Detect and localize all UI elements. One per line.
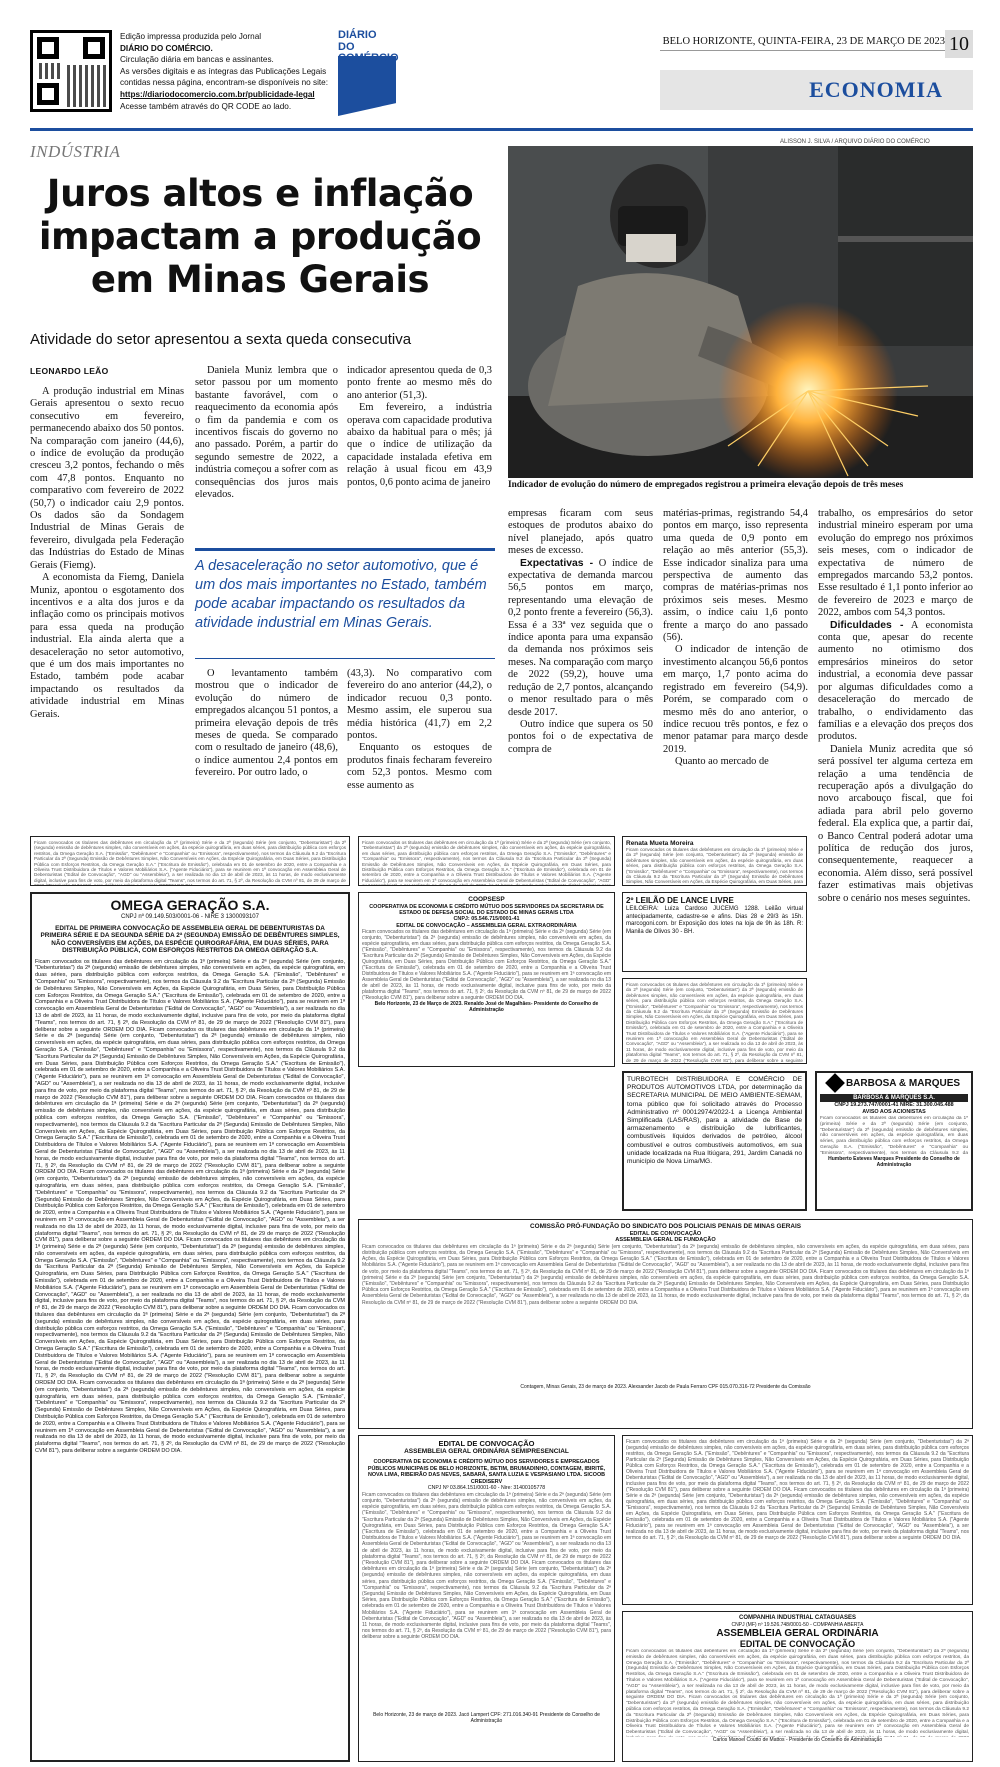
paragraph-text: A economista conta que, apesar do recente aumento no otimismo dos empresários mineiros do setor industrial, a economia deve passar por algumas dificuldades como a desaceleração do mercado de trabalho, o endividamento das famílias e a elevação dos preços dos produtos. bbox=[818, 619, 973, 743]
notice-heading: COOPERATIVA DE ECONOMIA E CRÉDITO MÚTUO DOS SERVIDORES DA SECRETARIA DE ESTADO DE DEFESA SOCIAL DO ESTADO DE MINAS GERAIS LTDA bbox=[369, 903, 604, 916]
paragraph bbox=[508, 558, 653, 719]
notice-company: COOPERATIVA DE ECONOMIA E CRÉDITO MÚTUO DOS SERVIDORES E EMPREGADOS PÚBLICOS MUNICIPAIS DE BELO HORIZONTE, BETIM, BRUMADINHO, CONTAGEM, IBIRITÉ, NOVA LIMA, RIBEIRÃO DAS NEVES, SABARÁ, SANTA LUZIA E VESPASIANO LTDA. SICOOB CREDISERV bbox=[367, 1459, 606, 1485]
notice-text: Ficam convocados os titulares das debêntures em circulação da 1ª (primeira) Série e da 2ª (segunda) Série (em conjunto, "Debenturistas") da 2ª (segunda) emissão de debêntures simples, não conversíveis em ações, da espécie quirografária, em duas séries, para distribuição pública com esforços restritos, da Omega Geração S.A. ("Emissão", "Debêntures" e "Companhia" ou "Emissora", respectivamente), nos termos da Cláusula 9.2 da "Escritura Particular da 2ª (Segunda) Emissão de Debêntures Simples, Não Conversíveis em Ações, da Espécie Quirografária, em Duas Séries, para Distribuição Pública com Esforços Restritos, da Omega Geração S.A." ("Escritura de Emissão"), celebrada em 01 de setembro de 2020, entre a Companhia e a Oliveira Trust Distribuidora de Títulos e Valores Mobiliários S.A. ("Agente Fiduciário"), para se reunirem em 1ª convocação em Assembleia Geral de Debenturistas ("Edital de Convocação", "AGD" ou "Assembleia"), a ser realizada no dia 13 de abril de 2023, às 11 horas, de modo exclusivamente digital, inclusive para fins de voto, por meio da plataforma digital "Teams", nos termos do art. 71, § 2º, da Resolução da CVM nº 81, de 29 de março de 2022 ("Resolução CVM 81"), para deliberar sobre a seguinte ORDEM DO DIA. bbox=[35, 958, 345, 1033]
notice-text: Ficam convocados os titulares das debêntures em circulação da 1ª (primeira) Série e da 2ª (segunda) Série (em conjunto, "Debenturistas") da 2ª (segunda) emissão de debêntures simples, não conversíveis em ações, da espécie quirografária, em duas séries, para distribuição pública com esforços restritos, da Omega Geração S.A. ("Emissão", "Debêntures" e "Companhia" ou "Emissora", respectivamente), nos termos da Cláusula 9.2 da "Escritura Particular da 2ª (Segunda) Emissão de Debêntures Simples, Não Conversíveis em Ações, da Espécie Quirografária, em Duas Séries, para Distribuição Pública com Esforços Restritos, da Omega Geração S.A." ("Escritura de Emissão"), celebrada em 01 de setembro de 2020, entre a Companhia e a Oliveira Trust Distribuidora de Títulos e Valores Mobiliários S.A. ("Agente Fiduciário"), para se reunirem em 1ª convocação em Assembleia Geral de Debenturistas ("Edital de Convocação", "AGD" ou "Assembleia"), a ser realizada no dia 13 de abril de 2023, às 11 horas, de modo exclusivamente digital, inclusive para fins de voto, por meio da plataforma digital "Teams", nos termos do art. 71, § 2º, da Resolução da CVM nº 81, de 29 de março de 2022 ("Resolução CVM 81"), para deliberar sobre a seguinte ORDEM DO DIA. bbox=[362, 1268, 969, 1306]
note-line: Acesse também através do QR CODE ao lado. bbox=[120, 101, 292, 111]
notice-text: Ficam convocados os titulares das debêntures em circulação da 1ª (primeira) Série e da 2ª (segunda) Série (em conjunto, "Debenturistas") da 2ª (segunda) emissão de debêntures simples, não conversíveis em ações, da espécie quirografária, em duas séries, para distribuição pública com esforços restritos, da Omega Geração S.A. ("Emissão", "Debêntures" e "Companhia" ou "Emissora", respectivamente), nos termos da Cláusula 9.2 da "Escritura Particular da 2ª (Segunda) Emissão de Debêntures Simples, Não Conversíveis em Ações, da Espécie Quirografária, em Duas Séries, para Distribuição Pública com Esforços Restritos, da Omega Geração S.A." ("Escritura de Emissão"), celebrada em 01 de setembro de 2020, entre a Companhia e a Oliveira Trust Distribuidora de Títulos e Valores Mobiliários S.A. ("Agente Fiduciário"), para se reunirem em 1ª convocação em Assembleia Geral de Debenturistas ("Edital de Convocação", "AGD" ou "Assembleia"), a ser realizada no dia 13 de abril de 2023, às 11 horas, de modo exclusivamente digital, inclusive para fins de voto, por meio da plataforma digital "Teams", nos termos do art. 71, § 2º, da Resolução da CVM nº 81, de 29 de março de 2022 ("Resolução CVM 81"), para deliberar sobre a seguinte ORDEM DO DIA. bbox=[35, 1237, 345, 1312]
notice-text: Ficam convocados os titulares das debêntures em circulação da 1ª (primeira) Série e da 2ª (segunda) Série (em conjunto, "Debenturistas") da 2ª (segunda) emissão de debêntures simples, não conversíveis em ações, da espécie quirografária, em duas séries, para distribuição pública com esforços restritos, da Omega Geração S.A. ("Emissão", "Debêntures" e "Companhia" ou "Emissora", respectivamente), nos termos da Cláusula 9.2 da "Escritura Particular da 2ª (Segunda) Emissão de Debêntures Simples, Não Conversíveis em Ações, da Espécie Quirografária, em Duas Séries, para Distribuição Pública com Esforços Restritos, da Omega Geração S.A." ("Escritura de Emissão"), celebrada em 01 de setembro de 2020, entre a Companhia e a Oliveira Trust Distribuidora de Títulos e Valores Mobiliários S.A. ("Agente Fiduciário"), para se reunirem em 1ª convocação em Assembleia Geral de Debenturistas ("Edital de Convocação", "AGD" ou "Assembleia"), a ser realizada no dia 13 de abril de 2023, às 11 horas, de modo exclusivamente digital, inclusive para fins de voto, por meio da plataforma digital "Teams", nos termos do art. 71, § 2º, da Resolução da CVM nº 81, de 29 de março de 2022 ("Resolução CVM 81"), para deliberar sobre a seguinte ORDEM DO DIA. bbox=[35, 1305, 345, 1387]
logo-line: DIÁRIO DO bbox=[338, 29, 377, 53]
notice-text: Ficam convocados os titulares das debêntures em circulação da 1ª (primeira) Série e da 2ª (segunda) Série (em conjunto, "Debenturistas") da 2ª (segunda) emissão de debêntures simples, não conversíveis em ações, da espécie quirografária, em duas séries, para distribuição pública com esforços restritos, da Omega Geração S.A. ("Emissão", "Debêntures" e "Companhia" ou "Emissora", respectivamente), nos termos da Cláusula 9.2 da "Escritura Particular da 2ª (Segunda) Emissão de Debêntures Simples, Não Conversíveis em Ações, da Espécie Quirografária, em Duas Séries, para Distribuição Pública com Esforços Restritos, da Omega Geração S.A." ("Escritura de Emissão"), celebrada em 01 de setembro de 2020, entre a Companhia e a Oliveira Trust Distribuidora de Títulos e Valores Mobiliários S.A. ("Agente Fiduciário"), para se reunirem em 1ª convocação em Assembleia Geral de Debenturistas ("Edital de Convocação", "AGD" ou "Assembleia"), a ser realizada no dia 13 de abril de 2023, às 11 horas, de modo exclusivamente digital, bbox=[626, 1695, 969, 1736]
paragraph: A produção industrial em Minas Gerais apresentou o sexto recuo consecutivo em fevereiro, permanecendo abaixo dos 50 pontos. Na comparação com janeiro (44,6), o índice de evolução da produção cresceu 3,2 pontos, fechando o mês com 47,8 pontos. Enquanto no comparativo com fevereiro de 2022 (50,7) o indicador caiu 2,9 pontos. Os dados são da Sondagem Industrial de Minas Gerais de fevereiro, divulgada pela Federação das Indústrias do Estado de Minas Gerais (Fiemg). bbox=[30, 386, 184, 571]
note-line: As versões digitais e as íntegras das Publicações Legais bbox=[120, 66, 327, 76]
paragraph: Enquanto os estoques de produtos finais fecharam fevereiro com 52,3 pontos. Mesmo com esse aumento as bbox=[347, 742, 492, 791]
notice-cnpj: CNPJ Nº 03.864.151/0001-60 - Nire: 31400105778 bbox=[427, 1485, 546, 1492]
notice-subheading: ASSEMBLEIA GERAL DE FUNDAÇÃO bbox=[615, 1237, 716, 1244]
barbosa-logo bbox=[820, 1076, 968, 1090]
article-column-2b bbox=[195, 668, 338, 780]
paragraph-text: O índice de expectativa de demanda marcou 56,5 pontos em março, representando uma elevação de 0,2 ponto frente a fevereiro (56,3). Essa é a 33ª vez seguida que o índice aponta para uma expansão da demanda nos próximos seis meses. Na comparação com março de 2022 (59,2), houve uma redução de 2,7 pontos, alcançando o menor resultado para o mês desde 2017. bbox=[508, 557, 653, 718]
print-edition-note bbox=[120, 31, 330, 112]
notice-text: Ficam convocados os titulares das debêntures em circulação da 1ª (primeira) Série e da 2ª (segunda) Série (em conjunto, "Debenturistas") da 2ª (segunda) emissão de debêntures simples, não conversíveis em ações, da espécie quirografária, em duas séries, para distribuição pública com esforços restritos, da Omega Geração S.A. ("Emissão", "Debêntures" e "Companhia" ou "Emissora", respectivamente), nos termos da Cláusula 9.2 da "Escritura Particular da 2ª (Segunda) Emissão de Debêntures Simples, Não Conversíveis em Ações, da Espécie Quirografária, em Duas Séries, para Distribuição Pública com Esforços Restritos, da Omega Geração S.A." ("Escritura de Emissão"), celebrada em 01 de setembro de 2020, entre a Companhia e a Oliveira Trust Distribuidora de Títulos e Valores Mobiliários S.A. ("Agente Fiduciário"), para se reunirem em 1ª convocação em Assembleia Geral de Debenturistas ("Edital de Convocação", "AGD" ou "Assembleia"), a ser realizada no dia 13 de abril de 2023, às 11 horas, de modo exclusivamente digital, inclusive para fins de voto, por meio da plataforma digital "Teams", nos termos do art. 71, § 2º, da Resolução da CVM nº 81, de 29 de março de 2022 ("Resolução CVM 81"), para deliberar sobre a seguinte ORDEM DO DIA. bbox=[35, 1094, 345, 1176]
notice-text: Ficam convocados os titulares das debêntures em circulação da 1ª (primeira) Série e da 2ª (segunda) Série (em conjunto, "Debenturistas") da 2ª (segunda) emissão de debêntures simples, não conversíveis em ações, da espécie quirografária, em duas séries, para distribuição pública com esforços restritos, da Omega Geração S.A. ("Emissão", "Debêntures" e "Companhia" ou "Emissora", respectivamente), nos termos da Cláusula 9.2 da "Escritura Particular da 2ª (Segunda) Emissão de Debêntures Simples, Não Conversíveis em Ações, da Espécie Quirografária, em Duas Séries, para Distribuição Pública com Esforços Restritos, da Omega Geração S.A." ("Escritura de Emissão"), celebrada em 01 de setembro de 2020, entre a Companhia e a Oliveira Trust Distribuidora de Títulos e Valores Mobiliários S.A. ("Agente Fiduciário"), para se reunirem em 1ª convocação em Assembleia Geral de Debenturistas ("Edital de Convocação", "AGD" ou "Assembleia"), a ser realizada no dia 13 de abril de 2023, às 11 horas, de modo exclusivamente digital, inclusive para fins de voto, por meio da plataforma digital "Teams", nos termos do art. 71, § 2º, da Resolução da CVM nº 81, de 29 de março de 2022 ("Resolução CVM 81"), para deliberar sobre a seguinte ORDEM DO DIA. bbox=[626, 1439, 969, 1493]
paragraph bbox=[818, 620, 973, 744]
paragraph: (43,3). No comparativo com fevereiro do ano anterior (44,2), o indicador recuou 0,3 ponto. Mesmo assim, ele superou sua média histórica (41,7) em 2,2 pontos. bbox=[347, 668, 492, 742]
byline: LEONARDO LEÃO bbox=[30, 366, 109, 376]
notice-text: Ficam convocados os titulares das debêntures em circulação da 1ª (primeira) Série e da 2ª (segunda) Série (em conjunto, "Debenturistas") da 2ª (segunda) emissão de debêntures simples, não conversíveis em ações, da espécie quirografária, em duas séries, para distribuição pública com esforços restritos, da Omega Geração S.A. ("Emissão", "Debêntures" e "Companhia" ou "Emissora", respectivamente), nos termos da Cláusula 9.2 da "Escritura Particular da 2ª (Segunda) Emissão de Debêntures Simples, Não Conversíveis em Ações, da Espécie Quirografária, em Duas Séries, para Distribuição Pública com Esforços Restritos, da Omega Geração S.A." ("Escritura de Emissão"), celebrada em 01 de setembro de 2020, entre a Companhia e a Oliveira Trust Distribuidora de Títulos e Valores Mobiliários S.A. ("Agente Fiduciário"), para se reunirem em 1ª convocação em Assembleia Geral de Debenturistas ("Edital de Convocação", "AGD" ou "Assembleia"), a ser realizada no dia 13 de abril de 2023, às 11 horas, de modo exclusivamente digital, inclusive para fins de voto, por meio da plataforma digital "Teams", nos termos do art. 71, § 2º, da Resolução da CVM nº 81, de 29 de março de 2022 ("Resolução CVM 81"), para deliberar sobre a seguinte ORDEM DO DIA. bbox=[626, 1487, 970, 1541]
notice-subheading: EDITAL DE CONVOCAÇÃO bbox=[739, 1639, 856, 1649]
turbotech-notice bbox=[622, 1071, 807, 1211]
leilao-lance-notice bbox=[622, 892, 807, 972]
photo-caption: Indicador de evolução do número de empregados registrou a primeira elevação depois de três meses bbox=[508, 480, 904, 490]
policiais-penais-notice bbox=[358, 1219, 973, 1429]
article-column-1 bbox=[30, 386, 184, 721]
article-headline: Juros altos e inflação impactam a produção em Minas Gerais bbox=[38, 172, 482, 301]
notice-signature: Belo Horizonte, 23 de Março de 2023. Renaldo José de Magalhães- Presidente do Conselho de Administração bbox=[374, 1001, 599, 1014]
article-kicker: INDÚSTRIA bbox=[30, 142, 121, 161]
note-line: Circulação diária em bancas e assinantes. bbox=[120, 55, 274, 65]
paragraph: matérias-primas, registrando 54,4 pontos em março, isso representa uma queda de 0,9 ponto em relação ao mês anterior (55,3). Esse indicador sinaliza para uma perspectiva de aumento das compras de matérias-primas nos próximos seis meses. Mesmo assim, o índice caiu 1,6 ponto frente a março do ano passado (56). bbox=[663, 508, 808, 644]
notice-text: Ficam convocados os titulares das debêntures em circulação da 1ª (primeira) Série e da 2ª (segunda) Série (em conjunto, "Debenturistas") da 2ª (segunda) emissão de debêntures simples, não conversíveis em ações, da espécie quirografária, em duas séries, para distribuição pública com esforços restritos, da Omega Geração S.A. ("Emissão", "Debêntures" e "Companhia" ou "Emissora", respectivamente), nos termos da Cláusula 9.2 da "Escritura Particular da 2ª (Segunda) Emissão de Debêntures Simples, Não Conversíveis em Ações, da Espécie Quirografária, em Duas Séries, para Distribuição Pública com Esforços Restritos, da Omega Geração S.A." ("Escritura de Emissão"), celebrada em 01 de setembro de 2020, entre a Companhia e a Oliveira Trust Distribuidora de Títulos e Valores Mobiliários S.A. ("Agente Fiduciário"), para se reunirem em 1ª convocação em Assembleia Geral de Debenturistas ("Edital de Convocação", "AGD" ou "Assembleia"), a ser realizada no dia 13 de abril de 2023, às 11 horas, de modo exclusivamente digital, inclusive para fins de voto, por meio da plataforma digital "Teams", nos termos do art. 71, § 2º, da Resolução da CVM nº 81, de 29 de março de 2022 ("Resolução CVM 81"), para deliberar sobre a seguinte ORDEM DO DIA. bbox=[626, 1649, 969, 1701]
page-number: 10 bbox=[945, 30, 973, 58]
notice-signature: Humberto Esteves Marques Presidente do Conselho de Administração bbox=[828, 1156, 960, 1168]
notice-heading: AVISO AOS ACIONISTAS bbox=[862, 1109, 926, 1115]
coopsesp-notice bbox=[358, 892, 615, 1067]
note-line: contidas nessa página, encontram-se disponíveis no site: bbox=[120, 78, 328, 88]
notice-text: Ficam convocados os titulares das debêntures em circulação da 1ª (primeira) Série e da 2ª (segunda) Série (em conjunto, "Debenturistas") da 2ª (segunda) emissão de debêntures simples, não conversíveis em ações, da espécie quirografária, em duas séries, para distribuição pública com esforços restritos, da Omega Geração S.A. ("Emissão", "Debêntures" e "Companhia" ou "Emissora", respectivamente), nos termos da Cláusula 9.2 da "Escritura Particular da 2ª (Segunda) Emissão de Debêntures Simples, Não Conversíveis em Ações, da Espécie Quirografária, em Duas Séries, para Distribuição Pública com Esforços Restritos, da Omega Geração S.A." ("Escritura de Emissão"), celebrada em 01 de setembro de 2020, entre a Companhia e a Oliveira Trust Distribuidora de Títulos e Valores Mobiliários S.A. ("Agente Fiduciário"), para se reunirem em 1ª convocação em Assembleia Geral de Debenturistas ("Edital de Convocação", "AGD" ou "Assembleia"), a ser realizada no dia 13 de abril de 2023, às 11 horas, de modo exclusivamente digital, inclusive para fins de voto, por meio da plataforma digital "Teams", nos termos do art. 71, § 2º, da Resolução da CVM nº 81, de 29 de março de 2022 ("Resolução CVM 81"), para deliberar sobre a seguinte ORDEM DO DIA. bbox=[362, 1243, 969, 1275]
pull-quote: A desaceleração no setor automotivo, que é um dos mais importantes no Estado, também pode acabar impactando os resultados da atividade industrial em Minas Gerais. bbox=[195, 548, 495, 633]
paragraph: Daniela Muniz acredita que só será possível ter alguma certeza em relação a uma tendência de recuperação após a divulgação do novo arcabouço fiscal, que foi adiada para abril pelo governo federal. Ela explica que, a partir daí, o Banco Central poderá adotar uma política de redução dos juros, consequentemente, reaquecer a economia. Além disso, será possível fazer estimativas mais objetivas sobre o cenário nos meses seguintes. bbox=[818, 743, 973, 904]
notice-text: Ficam convocados os titulares das debêntures em circulação da 1ª (primeira) Série e da 2ª (segunda) Série (em conjunto, "Debenturistas") da 2ª (segunda) emissão de debêntures simples, não conversíveis em ações, da espécie quirografária, em duas séries, para distribuição pública com esforços restritos, da Omega Geração S.A. ("Emissão", "Debêntures" e "Companhia" ou "Emissora", respectivamente), nos termos da Cláusula 9.2 da "Escritura Particular da 2ª (Segunda) Emissão de Debêntures Simples, Não Conversíveis em Ações, da Espécie Quirografária, em Duas Séries, para Distribuição Pública com Esforços Restritos, da Omega Geração S.A." ("Escritura de Emissão"), celebrada em 01 de setembro de 2020, entre a Companhia e a Oliveira Trust Distribuidora de Títulos e Valores Mobiliários S.A. ("Agente Fiduciário"), para se reunirem em 1ª convocação em Assembleia Geral de Debenturistas ("Edital de Convocação", "AGD" ou "Assembleia"), a ser realizada no dia 13 de abril de 2023, às 11 horas, de modo exclusivamente digital, inclusive para fins de voto, por meio da plataforma digital "Teams", nos termos do art. 71, § 2º, da Resolução da CVM nº 81, de 29 de março de 2022 ("Resolução CVM 81"), para deliberar sobre a seguinte ORDEM DO DIA. bbox=[362, 929, 611, 1002]
welder-illustration bbox=[508, 146, 973, 478]
notice-text: Ficam convocados os titulares das debêntures em circulação da 1ª (primeira) Série e da 2ª (segunda) Série (em conjunto, "Debenturistas") da 2ª (segunda) emissão de debêntures simples, não conversíveis em ações, da espécie quirografária, em duas séries, para distribuição pública com esforços restritos, da Omega Geração S.A. ("Emissão", "Debêntures" e "Companhia" ou "Emissora", respectivamente), nos termos da Cláusula 9.2 da "Escritura Particular da 2ª (Segunda) Emissão de Debêntures Simples, Não Conversíveis em Ações, da Espécie Quirografária, em Duas Séries, para Distribuição Pública com Esforços Restritos, da Omega Geração S.A." ("Escritura de Emissão"), celebrada em 01 de setembro de 2020, entre a Companhia e a Oliveira Trust Distribuidora de Títulos e Valores Mobiliários S.A. ("Agente Fiduciário"), para se reunirem em 1ª convocação em Assembleia Geral de Debenturistas ("Edital de Convocação", "AGD" ou "Assembleia"), a ser realizada no dia 13 de abril de 2023, às 11 horas, de modo exclusivamente digital, inclusive para fins de voto, por meio da plataforma digital "Teams", nos termos do art. 71, § 2º, da Resolução da CVM nº 81, de 29 de março de 2022 ("Resolução CVM 81"), para deliberar sobre a seguinte ORDEM DO DIA. bbox=[362, 1491, 611, 1567]
notice-title: COOPSESP bbox=[468, 896, 505, 903]
paragraph: Quanto ao mercado de bbox=[675, 756, 769, 768]
article-column-5 bbox=[663, 508, 808, 769]
company-full-name: BARBOSA & MARQUES S.A. bbox=[820, 1094, 968, 1102]
note-line: Edição impressa produzida pelo Jornal bbox=[120, 32, 262, 41]
notice-subheading: EDITAL DE CONVOCAÇÃO – ASSEMBLEIA GERAL EXTRAORDINÁRIA bbox=[396, 922, 577, 929]
notice-signature: Contagem, Minas Gerais, 23 de março de 2023. Alexsander Jacob de Paula Ferraro CPF 015.070.316-72 Presidente da Comissão bbox=[520, 1383, 811, 1390]
paragraph: Daniela Muniz lembra que o setor passou por um momento bastante favorável, com o reaquecimento da economia após o fim da pandemia e com os incentivos fiscais do governo no ano passado. Porém, a partir do segundo semestre de 2022, a indústria começou a sofrer com as consequências dos juros mais elevados. bbox=[195, 365, 338, 501]
notice-text: Ficam convocados os titulares das debêntures em circulação da 1ª (primeira) Série e da 2ª (segunda) Série (em conjunto, "Debenturistas") da 2ª (segunda) emissão de debêntures simples, não conversíveis em ações, da espécie quirografária, em duas séries, para distribuição pública com esforços restritos, da Omega Geração S.A. ("Emissão", "Debêntures" e "Companhia" ou "Emissora", respectivamente), nos termos da Cláusula 9.2 da "Escritura Particular da 2ª (Segunda) Emissão de Debêntures Simples, Não Conversíveis em Ações, da Espécie Quirografária, em Duas Séries, para Distribuição Pública com Esforços Restritos, da Omega Geração S.A." ("Escritura de Emissão"), celebrada em 01 de setembro de 2020, entre a Companhia e a Oliveira Trust Distribuidora de Títulos e Valores Mobiliários S.A. ("Agente Fiduciário"), para se reunirem em 1ª convocação em Assembleia Geral de Debenturistas ("Edital de Convocação", "AGD" ou "Assembleia"), a ser realizada no dia 13 de abril de 2023, às 11 horas, de modo exclusivamente digital, inclusive para fins de voto, por meio da plataforma digital "Teams", nos termos do art. 71, § 2º, da Resolução da CVM nº 81, de 29 de março de 2022 ("Resolução CVM 81"), para deliberar sobre a seguinte ORDEM DO DIA. bbox=[362, 1560, 611, 1641]
legal-notice-small bbox=[30, 836, 350, 886]
article-column-2 bbox=[195, 365, 338, 501]
cataguases-notice bbox=[622, 1611, 973, 1762]
paragraph: O levantamento também mostrou que o indicador de evolução do número de empregados alcançou 51 pontos, a primeira elevação depois de três meses de queda. Se comparado com o resultado de janeiro (48,6), o índice aumentou 2,4 pontos em fevereiro. Por outro lado, o bbox=[195, 668, 338, 779]
notice-cnpj: CNPJ 19.273.747/0001-41 NIRE: 31.300.045.488 bbox=[834, 1102, 954, 1108]
notice-heading: EDITAL DE CONVOCAÇÃO bbox=[438, 1439, 535, 1448]
notice-text: Ficam convocados os titulares das debêntures em circulação da 1ª (primeira) Série e da 2ª (segunda) Série (em conjunto, "Debenturistas") da 2ª (segunda) emissão de debêntures simples, não conversíveis em ações, da espécie quirografária, em duas séries, para distribuição pública com esforços restritos, da Omega Geração S.A. ("Emissão", "Debêntures" e "Companhia" ou "Emissora", respectivamente), nos termos da Cláusula 9.2 da "Escritura Particular da 2ª (Segunda) Emissão de Debêntures Simples, Não Conversíveis em Ações, da Espécie Quirografária, em Duas Séries, para Distribuição Pública com Esforços Restritos, da Omega Geração S.A." ("Escritura de Emissão"), celebrada em 01 de setembro de 2020, entre a Companhia e a Oliveira Trust Distribuidora de Títulos e Valores Mobiliários S.A. ("Agente Fiduciário"), para se reunirem em 1ª convocação em Assembleia Geral de Debenturistas ("Edital de Convocação", "AGD" ou "Assembleia"), a ser realizada no dia 13 de abril de 2023, às 11 horas, de modo exclusivamente digital, inclusive para fins de voto, por meio da plataforma digital "Teams", nos termos do art. 71, § 2º, da Resolução da CVM nº 81, de 29 de março de 2022 ("Resolução CVM 81"), para deliberar sobre a seguinte bbox=[626, 982, 803, 1063]
qr-code[interactable] bbox=[30, 30, 112, 112]
notice-text: Ficam convocados os titulares das debêntures em circulação da 1ª (primeira) Série e da 2ª (segunda) Série (em conjunto, "Debenturistas") da 2ª (segunda) emissão de debêntures simples, não conversíveis em ações, da espécie quirografária, em duas séries, para distribuição pública com esforços restritos, da Omega Geração S.A. ("Emissão", "Debêntures" e "Companhia" ou "Emissora", respectivamente), nos termos da Cláusula 9.2 da "Escritura Particular da 2ª (Segunda) Emissão de Debêntures Simples, Não Conversíveis em Ações, da Espécie Quirografária, em Duas Séries, para Distribuição Pública com Esforços Restritos, da Omega Geração S.A." ("Escritura de Emissão"), celebrada em 01 de setembro de 2020, entre a Companhia e a Oliveira Trust Distribuidora de Títulos e Valores Mobiliários S.A. ("Agente Fiduciário"), para se reunirem em 1ª convocação em Assembleia Geral de Debenturistas ("Edital de Convocação", "AGD" ou "Assembleia"), a ser realizada no dia 13 de abril de 2023, às 11 horas, de modo exclusivamente digital, inclusive para fins de voto, por meio da plataforma digital "Teams", nos termos do art. 71, § 2º, da Resolução da CVM nº 81, de 29 de março de 2022 ("Resolução CVM 81"), para deliberar sobre a seguinte ORDEM DO DIA. bbox=[35, 1169, 345, 1244]
notice-company: COMPANHIA INDUSTRIAL CATAGUASES bbox=[739, 1615, 856, 1621]
notice-signature: Carlos Manoel Coutto de Mattos - Presidente do Conselho de Administração bbox=[712, 1737, 883, 1743]
article-column-6 bbox=[818, 508, 973, 905]
notice-cnpj: CNPJ nº 09.149.503/0001-06 - NIRE 3 1300093107 bbox=[121, 914, 259, 920]
notice-text: Ficam convocados os titulares das debêntures em circulação da 1ª (primeira) Série e da 2ª (segunda) Série (em conjunto, "Debenturistas") da 2ª (segunda) emissão de debêntures simples, não conversíveis em ações, da espécie quirografária, em duas séries, para distribuição pública com esforços restritos, da Omega Geração S.A. ("Emissão", "Debêntures" e "Companhia" ou "Emissora", respectivamente), nos termos da Cláusula 9.2 da bbox=[820, 1116, 968, 1156]
omega-notice bbox=[30, 892, 350, 1762]
article-column-3b bbox=[347, 668, 492, 792]
notice-cnpj: CNPJ: 05.546.715/0001-41 bbox=[453, 916, 520, 923]
notice-heading: EDITAL DE PRIMEIRA CONVOCAÇÃO DE ASSEMBLEIA GERAL DE DEBENTURISTAS DA PRIMEIRA SÉRIE E DA SEGUNDA SÉRIE DA 2ª (SEGUNDA) EMISSÃO DE DEBÊNTURES SIMPLES, NÃO CONVERSÍVEIS EM AÇÕES, DA ESPÉCIE QUIROGRAFÁRIA, EM DUAS SÉRIES, PARA DISTRIBUIÇÃO PÚBLICA, COM ESFORÇOS RESTRITOS DA OMEGA GERAÇÃO S.A. bbox=[40, 925, 340, 955]
auctioneer-name: Renata Mueta Moreira bbox=[626, 840, 694, 847]
paragraph: Em fevereiro, a indústria operava com capacidade produtiva abaixo da habitual para o mês; já que o índice de utilização da capacidade instalada efetiva em relação à usual ficou em 43,9 pontos, 0,6 ponto acima de janeiro bbox=[347, 402, 492, 488]
paragraph: trabalho, os empresários do setor industrial mineiro esperam por uma evolução do emprego nos próximos seis meses, com o indicador de expectativa de número de empregados marcando 53,2 pontos. Esse resultado é 1,1 ponto inferior ao de fevereiro de 2023 e março de 2022, ambos com 54,3 pontos. bbox=[818, 508, 973, 619]
notice-cnpj: CNPJ (MF) nº 19.526.748/0001-50 - COMPANHIA ABERTA bbox=[731, 1622, 864, 1628]
article-photo[interactable] bbox=[508, 146, 973, 478]
legal-notice-small bbox=[622, 978, 807, 1064]
notice-text: Ficam convocados os titulares das debêntures em circulação da 1ª (primeira) Série e da 2ª (segunda) Série (em conjunto, "Debenturistas") da 2ª (segunda) emissão de debêntures simples, não conversíveis em ações, da espécie quirografária, em duas séries, para distribuição pública com esforços restritos, da Omega Geração S.A. ("Emissão", "Debêntures" e "Companhia" ou "Emissora", respectivamente), nos termos da Cláusula 9.2 da "Escritura Particular da 2ª (Segunda) Emissão de Debêntures Simples, Não Conversíveis em Ações, da Espécie Quirografária, em Duas Séries, para Distribuição Pública com Esforços Restritos, da Omega Geração S.A." ("Escritura de Emissão"), celebrada em 01 de setembro de 2020, entre a Companhia e a Oliveira Trust Distribuidora de Títulos e Valores Mobiliários S.A. ("Agente Fiduciário"), para se reunirem em 1ª convocação em Assembleia Geral de Debenturistas ("Edital de Convocação", "AGD" ou "Assembleia"), a ser realizada no dia 13 de abril de 2023, às 11 horas, de modo exclusivamente digital, inclusive para fins de voto, por meio da plataforma digital "Teams", nos termos do art. 71, § 2º, da Resolução da CVM nº 81, de 29 de março de 2022 ("Resolução CVM 81"), para deliberar sobre a seguinte ORDEM DO DIA. bbox=[34, 840, 346, 886]
barbosa-marques-notice bbox=[815, 1071, 973, 1211]
auction-text: LEILOEIRA: Luiza Cardoso JUCEMG 1288. Leilão virtual antecipadamente, cadastre-se e afins. Dias 28 e 29/3 às 15h. marcogoni.com. br Exposição dos lotes na loja de 9h às 18h. R: Manila de Olivos 30 - BH. bbox=[626, 906, 803, 935]
auction-heading: 2º LEILÃO DE LANCE LIVRE bbox=[626, 896, 734, 905]
legal-notice-small bbox=[358, 836, 615, 886]
masthead bbox=[0, 0, 1000, 150]
article-column-3 bbox=[347, 365, 492, 489]
notice-company-title: OMEGA GERAÇÃO S.A. bbox=[110, 897, 270, 913]
notice-text: Ficam convocados os titulares das debêntures em circulação da 1ª (primeira) Série e da 2ª (segunda) Série (em conjunto, "Debenturistas") da 2ª (segunda) emissão de debêntures simples, não conversíveis em ações, da espécie quirografária, em duas séries, para distribuição pública com esforços restritos, da Omega Geração S.A. ("Emissão", "Debêntures" e "Companhia" ou "Emissora", respectivamente), nos termos da Cláusula 9.2 da "Escritura Particular da 2ª (Segunda) Emissão de Debêntures Simples, Não Conversíveis em Ações, da Espécie Quirografária, em Duas Séries, para Distribuição Pública com Esforços Restritos, da Omega Geração S.A." ("Escritura de Emissão"), celebrada em 01 de setembro de 2020, entre a Companhia e a Oliveira Trust Distribuidora de Títulos e Valores Mobiliários S.A. ("Agente Fiduciário"), para se reunirem em 1ª convocação em Assembleia Geral de Debenturistas ("Edital de Convocação", "AGD" ou "Assembleia"), a ser realizada no dia 13 de abril de 2023, às 11 horas, de modo exclusivamente digital, inclusive para fins de voto, por meio da plataforma digital "Teams", nos termos do art. 71, § 2º, da Resolução da CVM nº 81, de 29 de março de 2022 ("Resolução CVM 81"), para deliberar sobre a seguinte ORDEM DO DIA. bbox=[35, 1380, 345, 1454]
paragraph: A economista da Fiemg, Daniela Muniz, apontou o esgotamento dos incentivos e a alta dos juros e da inflação como os principais motivos para essa queda na produção industrial. Ela ainda alerta que a desaceleração no setor automotivo, que é um dos mais importantes no Estado, também pode acabar impactando os resultados da atividade industrial em Minas Gerais. bbox=[30, 572, 184, 720]
paragraph: Outro índice que supera os 50 pontos foi o de expectativa de compra de bbox=[508, 718, 653, 755]
notice-text: Ficam convocados os titulares das debêntures em circulação da 1ª (primeira) Série e da 2ª (segunda) Série (em conjunto, "Debenturistas") da 2ª (segunda) emissão de debêntures simples, não conversíveis em ações, da espécie quirografária, em duas séries, para distribuição pública com esforços restritos, da Omega Geração S.A. ("Emissão", "Debêntures" e "Companhia" ou "Emissora", respectivamente), nos termos da Cláusula 9.2 da "Escritura Particular da 2ª (Segunda) Emissão de Debêntures Simples, Não Conversíveis em Ações, da Espécie Quirografária, em Duas Séries, para Distribuição Pública com Esforços Restritos, da Omega Geração S.A." ("Escritura de Emissão"), celebrada em 01 de setembro de 2020, entre a Companhia e a Oliveira Trust Distribuidora de Títulos e Valores Mobiliários S.A. ("Agente Fiduciário"), para se reunirem em 1ª convocação em Assembleia Geral de Debenturistas ("Edital de Convocação", "AGD" ou "Assembleia"), a ser realizada no dia 13 de abril de 2023, às 11 horas, de modo exclusivamente digital, inclusive para fins de voto, por meio da plataforma digital "Teams", nos termos do art. 71, § 2º, da Resolução da CVM nº 81, de 29 de março de 2022 ("Resolução CVM 81"), para deliberar sobre a seguinte ORDEM DO DIA. bbox=[35, 1026, 346, 1101]
section-title[interactable]: ECONOMIA bbox=[660, 70, 973, 110]
paragraph: indicador apresentou queda de 0,3 ponto frente ao mesmo mês do ano anterior (51,3). bbox=[347, 365, 492, 401]
citacao-notice bbox=[622, 1435, 973, 1605]
notice-subheading: ASSEMBLEIA GERAL ORDINÁRIA SEMIPRESENCIAL bbox=[404, 1448, 569, 1455]
dateline: BELO HORIZONTE, QUINTA-FEIRA, 23 DE MARÇO DE 2023 bbox=[660, 36, 945, 51]
notice-heading: COMISSÃO PRÓ-FUNDAÇÃO DO SINDICATO DOS POLICIAIS PENAIS DE MINAS GERAIS bbox=[529, 1223, 802, 1230]
notice-text: TURBOTECH DISTRIBUIDORA E COMÉRCIO DE PRODUTOS AUTOMOTIVOS LTDA, por determinação da SECRETARIA MUNICIPAL DE MEIO AMBIENTE-SEMAM, torna público que foi solicitado através do Processo Administrativo nº 00012974/2022-1 a Licença Ambiental Simplificada (LAS/RAS), para a atividade de Base de armazenamento e distribuição de lubrificantes, combustíveis líquidos derivados de petróleo, álcool combustível e outros combustíveis automotivos, em sua unidade localizada na Rua Itiúgara, 291, Jardim Canadá no município de Nova Lima/MG. bbox=[627, 1076, 802, 1166]
logo-line: COMÉRCIO bbox=[338, 52, 399, 64]
paragraph: empresas ficaram com seus estoques de produtos abaixo do nível planejado, após quatro meses de excesso. bbox=[508, 508, 653, 557]
article-column-4 bbox=[508, 508, 653, 756]
notice-text: Ficam convocados os titulares das debêntures em circulação da 1ª (primeira) Série e da 2ª (segunda) Série (em conjunto, "Debenturistas") da 2ª (segunda) emissão de debêntures simples, não conversíveis em ações, da espécie quirografária, em duas séries, para distribuição pública com esforços restritos, da Omega Geração S.A. ("Emissão", "Debêntures" e "Companhia" ou "Emissora", respectivamente), nos termos da Cláusula 9.2 da "Escritura Particular da 2ª (Segunda) Emissão de Debêntures Simples, Não Conversíveis em Ações, da Espécie Quirografária, em Duas Séries, para Distribuição Pública com Esforços Restritos, da Omega Geração S.A." ("Escritura de Emissão"), celebrada em 01 de setembro de 2020, entre a Companhia e a Oliveira Trust Distribuidora de Títulos e Valores Mobiliários S.A. ("Agente Fiduciário"), para se reunirem em 1ª convocação em Assembleia Geral de Debenturistas ("Edital de Convocação", "AGD" ou "Assembleia"), a ser realizada no dia 13 de abril de 2023, às 11 horas, de modo exclusivamente digital, inclusive para bbox=[362, 840, 611, 886]
notice-signature: Belo Horizonte, 23 de março de 2023. Jacó Lampert CPF: 271.016.340-91 Presidente do Conselho de Administração bbox=[373, 1711, 600, 1724]
diamond-logo-icon bbox=[825, 1073, 845, 1093]
notice-heading: ASSEMBLEIA GERAL ORDINÁRIA bbox=[716, 1628, 879, 1639]
pull-quote-rule bbox=[195, 658, 495, 659]
article-subhead: Atividade do setor apresentou a sexta queda consecutiva bbox=[30, 331, 412, 348]
company-name: BARBOSA & MARQUES bbox=[845, 1077, 961, 1089]
notice-subheading: EDITAL DE CONVOCAÇÃO bbox=[629, 1230, 702, 1237]
legal-publications-link[interactable]: https://diariodocomercio.com.br/publicidade-legal bbox=[120, 89, 315, 99]
photo-credit: ALISSON J. SILVA / ARQUIVO DIÁRIO DO COMÉRCIO bbox=[780, 139, 930, 145]
subhead-dificuldades: Dificuldades - bbox=[830, 619, 904, 631]
note-line: DIÁRIO DO COMÉRCIO. bbox=[120, 43, 213, 53]
paragraph: O indicador de intenção de investimento alcançou 56,6 pontos em março, 1,7 ponto acima do registrado em fevereiro (54,9). Porém, se comparado com o mesmo mês do ano anterior, o índice recuou três pontos, e fez o menor patamar para março desde 2019. bbox=[663, 644, 808, 755]
leilao-notice bbox=[622, 836, 807, 886]
logo-wordmark bbox=[338, 29, 399, 64]
notice-text: Ficam convocados os titulares das debêntures em circulação da 1ª (primeira) Série e da 2ª (segunda) Série (em conjunto, "Debenturistas") da 2ª (segunda) emissão de debêntures simples, não conversíveis em ações, da espécie quirografária, em duas séries, para distribuição pública com esforços restritos, da Omega Geração S.A. ("Emissão", "Debêntures" e "Companhia" ou "Emissora", respectivamente), nos termos da Cláusula 9.2 da "Escritura Particular da 2ª (Segunda) Emissão de Debêntures Simples, Não Conversíveis em Ações, da Espécie Quirografária, em Duas Séries, para bbox=[626, 847, 803, 885]
subhead-expectativas: Expectativas - bbox=[520, 557, 594, 569]
header-rule bbox=[30, 128, 973, 131]
sicoob-crediserv-notice bbox=[358, 1435, 615, 1762]
